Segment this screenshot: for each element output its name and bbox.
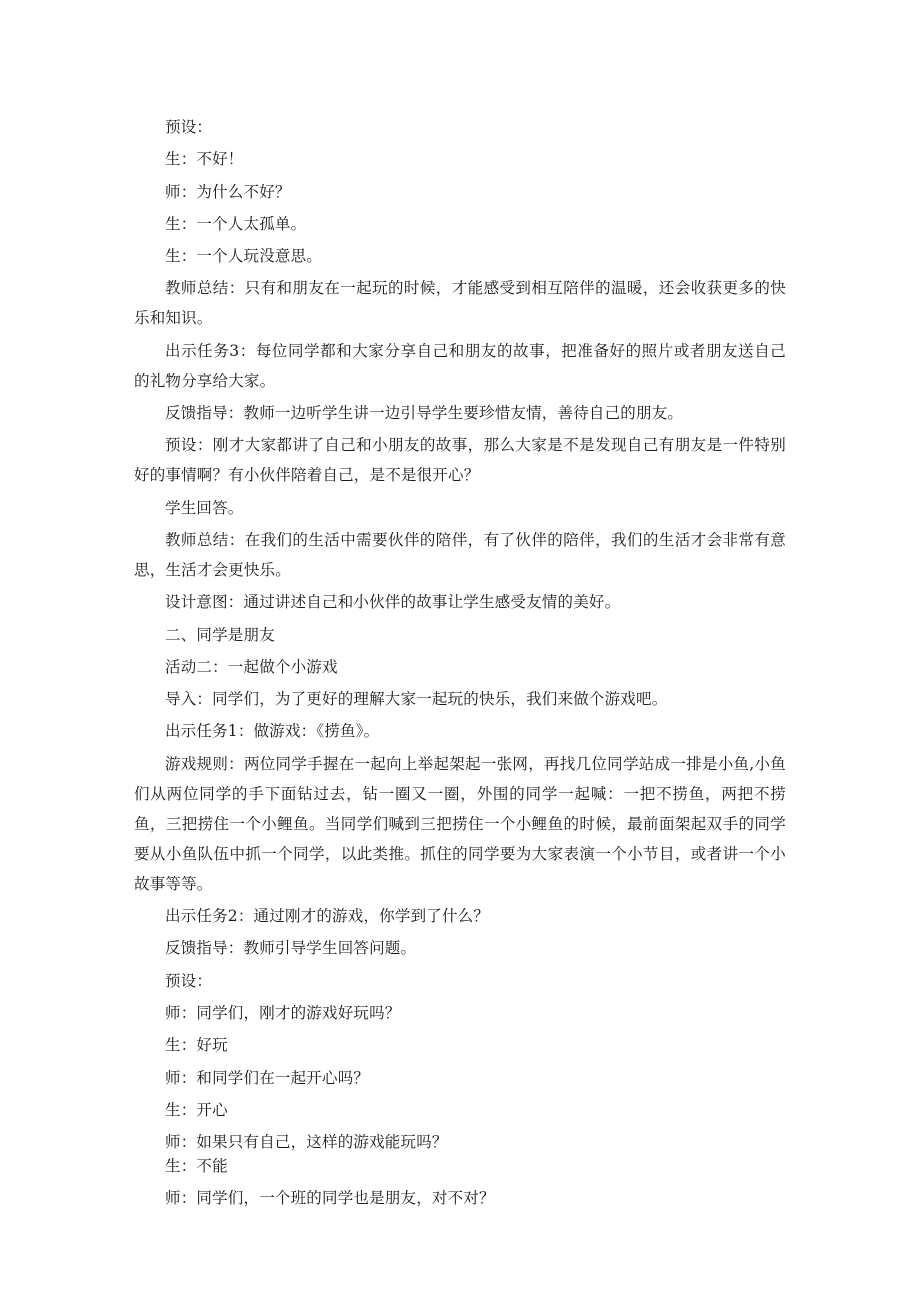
paragraph: 师：如果只有自己，这样的游戏能玩吗？ — [165, 1133, 448, 1152]
paragraph: 教师总结：在我们的生活中需要伙伴的陪伴，有了伙伴的陪伴，我们的生活才会非常有意思，生活才会更快乐。 — [134, 530, 786, 579]
paragraph: 生：一个人玩没意思。 — [165, 247, 323, 266]
paragraph: 教师总结：只有和朋友在一起玩的时候，才能感受到相互陪伴的温暖，还会收获更多的快乐和知识。 — [134, 279, 786, 328]
paragraph: 师：为什么不好？ — [165, 182, 291, 201]
paragraph: 游戏规则：两位同学手握在一起向上举起架起一张网，再找几位同学站成一排是小鱼,小鱼们从两位同学的手下面钻过去，钻一圈又一圈，外围的同学一起喊：一把不捞鱼，两把不捞鱼，三把捞住一个小鲤鱼。当同学们喊到三把捞住一个小鲤鱼的时候，最前面架起双手的同学要从小鱼队伍中抓一个同学，以此类推。抓住的同学要为大家表演一个小节目，或者讲一个小故事等等。 — [134, 754, 786, 893]
paragraph: 反馈指导：教师引导学生回答问题。 — [165, 939, 417, 958]
paragraph: 师：同学们，刚才的游戏好玩吗？ — [165, 1003, 401, 1022]
paragraph: 导入：同学们，为了更好的理解大家一起玩的快乐，我们来做个游戏吧。 — [165, 690, 668, 709]
paragraph: 生：不好！ — [165, 150, 244, 169]
paragraph: 反馈指导：教师一边听学生讲一边引导学生要珍惜友情，善待自己的朋友。 — [165, 404, 684, 423]
paragraph: 生：一个人太孤单。 — [165, 214, 307, 233]
paragraph: 出示任务3：每位同学都和大家分享自己和朋友的故事，把准备好的照片或者朋友送自己的礼物分享给大家。 — [134, 341, 786, 390]
paragraph: 师：同学们，一个班的同学也是朋友，对不对？ — [165, 1189, 495, 1208]
paragraph: 预设： — [165, 971, 213, 990]
paragraph: 生：好玩 — [165, 1036, 228, 1055]
section-heading: 二、同学是朋友 — [165, 625, 275, 644]
paragraph: 设计意图：通过讲述自己和小伙伴的故事让学生感受友情的美好。 — [165, 593, 621, 612]
paragraph: 生：开心 — [165, 1100, 228, 1119]
paragraph: 出示任务1：做游戏：《捞鱼》。 — [165, 722, 380, 741]
paragraph: 预设： — [165, 118, 213, 136]
paragraph: 生：不能 — [165, 1157, 228, 1176]
paragraph: 学生回答。 — [165, 498, 244, 517]
activity-heading: 活动二：一起做个小游戏 — [165, 657, 338, 676]
paragraph: 出示任务2：通过刚才的游戏，你学到了什么？ — [165, 907, 490, 926]
paragraph: 师：和同学们在一起开心吗？ — [165, 1068, 370, 1087]
document-body — [134, 112, 786, 1216]
paragraph: 预设：刚才大家都讲了自己和小朋友的故事，那么大家是不是发现自己有朋友是一件特别好的事情啊？有小伙伴陪着自己，是不是很开心？ — [134, 436, 786, 485]
